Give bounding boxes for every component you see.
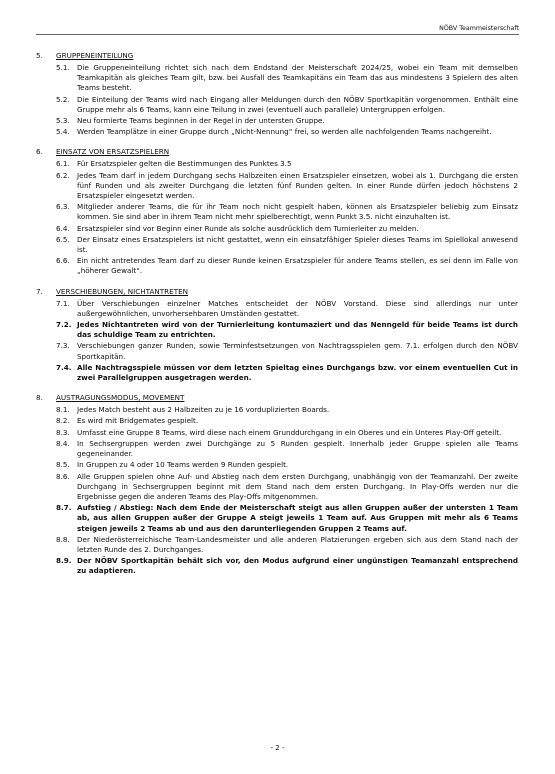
clause-text: Der Niederösterreichische Team-Landesmeister und alle anderen Platzierungen ergeben sich aus dem Stand nach der letzten Runde des 2. Durchganges. — [77, 534, 518, 554]
clause — [36, 363, 518, 383]
section-title: EINSATZ VON ERSATZSPIELERN — [56, 147, 170, 157]
clause-number: 8.6. — [56, 471, 70, 481]
clause — [36, 299, 518, 319]
clause — [36, 116, 518, 126]
clause-number: 7.3. — [56, 341, 70, 351]
clause — [36, 235, 518, 255]
clause-text: Aufstieg / Abstieg: Nach dem Ende der Meisterschaft steigt aus allen Gruppen außer der untersten 1 Team ab, aus allen Gruppen außer der Gruppe A steigt jeweils 1 Team auf. Aus Gruppen mit mehr als 6 Teams steigen jeweils 2 Teams ab und aus den darunterliegenden Gruppen 2 Teams auf. — [77, 503, 518, 533]
clause — [36, 416, 518, 426]
clause — [36, 256, 518, 276]
clause-number: 8.8. — [56, 534, 70, 544]
clause — [36, 202, 518, 222]
section-number: 5. — [36, 51, 43, 60]
clause-number: 7.2. — [56, 320, 72, 330]
clause — [36, 159, 518, 169]
page-number: - 2 - — [270, 744, 285, 752]
section-heading — [36, 147, 518, 157]
clause-text: In Sechsergruppen werden zwei Durchgänge zu 5 Runden gespielt. Innerhalb jeder Gruppe spielen alle Teams gegeneinander. — [77, 438, 518, 459]
clause-text: Umfasst eine Gruppe 8 Teams, wird diese nach einem Grunddurchgang in ein Oberes und ein Unteres Play-Off geteilt. — [77, 427, 502, 437]
section-title: GRUPPENEINTEILUNG — [56, 51, 134, 60]
clause — [36, 63, 518, 94]
clause-number: 8.4. — [56, 438, 70, 448]
clause — [36, 439, 518, 459]
clause-number: 6.2. — [56, 170, 70, 180]
clause — [36, 535, 518, 555]
section — [36, 51, 518, 137]
clause-text: Alle Gruppen spielen ohne Auf- und Abstieg nach dem ersten Durchgang, unabhängig von der Teamanzahl. Der zweite Durchgang in Sechsergruppen beginnt mit dem Stand nach dem ersten Durchgang. In Play-Offs werden nur die Ergebnisse gegen die anderen Teams des Play-Offs mitgenommen. — [77, 471, 518, 501]
page-header: NÖBV Teammeisterschaft — [439, 25, 519, 32]
clause-number: 8.2. — [56, 416, 70, 426]
clause-number: 5.4. — [56, 127, 70, 137]
clause-number: 8.9. — [56, 556, 72, 566]
clause-number: 5.1. — [56, 63, 70, 72]
clause-text: Ein nicht antretendes Team darf zu dieser Runde keinen Ersatzspieler für andere Teams stellen, es sei denn im Falle von „höherer Gewalt“. — [77, 256, 518, 276]
clause-text: In Gruppen zu 4 oder 10 Teams werden 9 Runden gespielt. — [77, 460, 289, 470]
clause — [36, 171, 518, 202]
clause — [36, 472, 518, 503]
clause-text: Die Gruppeneinteilung richtet sich nach dem Endstand der Meisterschaft 2024/25, wobei ein Team mit demselben Teamkapitän als gleiches Team gilt, bzw. bei Ausfall des Teamkapitäns ein Team das aus mindestens 3 Spielern des alten Teams besteht. — [77, 63, 518, 93]
clause-text: Jedes Match besteht aus 2 Halbzeiten zu je 16 vorduplizierten Boards. — [77, 405, 330, 415]
header-divider — [36, 34, 519, 35]
section-number: 6. — [36, 147, 43, 157]
section — [36, 393, 518, 576]
section-heading — [36, 287, 518, 297]
clause-number: 6.6. — [56, 256, 70, 266]
clause-number: 7.1. — [56, 298, 70, 308]
section — [36, 147, 518, 276]
clause-text: Es wird mit Bridgemates gespielt. — [77, 416, 199, 426]
clause — [36, 341, 518, 361]
clause-number: 5.3. — [56, 116, 70, 126]
clause-text: Alle Nachtragsspiele müssen vor dem letzten Spieltag eines Durchgangs bzw. vor einem eventuellen Cut in zwei Parallelgruppen ausgetragen werden. — [77, 362, 518, 383]
clause-text: Jedes Team darf in jedem Durchgang sechs Halbzeiten einen Ersatzspieler einsetzen, wobei als 1. Durchgang die ersten fünf Runden und als zweiter Durchgang die letzten fünf Runden gelten. In einer Runde dürfen jedoch höchstens 2 Ersatzspieler eingesetzt werden. — [77, 170, 518, 201]
section-heading — [36, 51, 518, 61]
clause-text: Über Verschiebungen einzelner Matches entscheidet der NÖBV Vorstand. Diese sind allerdings nur unter außergewöhnlichen, unvorhersehbaren Umständen gestattet. — [77, 298, 518, 318]
clause — [36, 224, 518, 234]
clause — [36, 428, 518, 438]
section-number: 8. — [36, 393, 43, 403]
clause — [36, 95, 518, 115]
clause — [36, 556, 518, 576]
clause-text: Jedes Nichtantreten wird von der Turnierleitung kontumaziert und das Nenngeld für beide Teams ist durch das schuldige Team zu entrichten. — [77, 320, 518, 340]
section-heading — [36, 393, 518, 403]
clause-text: Werden Teamplätze in einer Gruppe durch „Nicht-Nennung“ frei, so werden alle nachfolgenden Teams nachgereiht. — [77, 127, 492, 137]
clause-number: 5.2. — [56, 94, 70, 104]
clause-text: Ersatzspieler sind vor Beginn einer Runde als solche ausdrücklich dem Turnierleiter zu melden. — [77, 223, 419, 233]
clause-number: 8.5. — [56, 460, 70, 470]
section — [36, 287, 518, 384]
clause-text: Der Einsatz eines Ersatzspielers ist nicht gestattet, wenn ein einsatzfähiger Spieler dieses Teams im Spiellokal anwesend ist. — [77, 234, 518, 255]
clause-number: 7.4. — [56, 362, 72, 372]
clause-number: 6.1. — [56, 159, 70, 169]
section-title: AUSTRAGUNGSMODUS, MOVEMENT — [56, 393, 185, 403]
clause-text: Neu formierte Teams beginnen in der Regel in der untersten Gruppe. — [77, 116, 325, 126]
clause-number: 8.1. — [56, 405, 70, 415]
clause-text: Die Einteilung der Teams wird nach Eingang aller Meldungen durch den NÖBV Sportkapitän vorgenommen. Enthält eine Gruppe mehr als 6 Teams, kann eine Teilung in zwei (eventuell auch parallele) Untergruppen erfolgen. — [77, 94, 518, 114]
clause — [36, 127, 518, 137]
clause-text: Für Ersatzspieler gelten die Bestimmungen des Punktes 3.5 — [77, 159, 292, 169]
clause-number: 6.5. — [56, 234, 70, 244]
clause-number: 6.3. — [56, 202, 70, 212]
clause — [36, 460, 518, 470]
clause-number: 8.3. — [56, 427, 70, 437]
clause-text: Verschiebungen ganzer Runden, sowie Terminfestsetzungen von Nachtragsspielen gem. 7.1. erfolgen durch den NÖBV Sportkapitän. — [77, 341, 518, 361]
document-body — [36, 51, 518, 587]
section-number: 7. — [36, 286, 43, 296]
clause — [36, 320, 518, 340]
clause-text: Der NÖBV Sportkapitän behält sich vor, den Modus aufgrund einer ungünstigen Teamanzahl entsprechend zu adaptieren. — [77, 556, 518, 576]
section-title: VERSCHIEBUNGEN, NICHTANTRETEN — [56, 286, 189, 296]
clause-text: Mitglieder anderer Teams, die für ihr Team noch nicht gespielt haben, können als Ersatzspieler beliebig zum Einsatz kommen. Sie sind aber in ihrem Team nicht mehr spielberechtigt, wenn Punkt 3.5. nicht einzuhalten ist. — [77, 202, 518, 222]
clause-number: 8.7. — [56, 503, 72, 513]
clause — [36, 503, 518, 534]
clause-number: 6.4. — [56, 223, 70, 233]
clause — [36, 405, 518, 415]
